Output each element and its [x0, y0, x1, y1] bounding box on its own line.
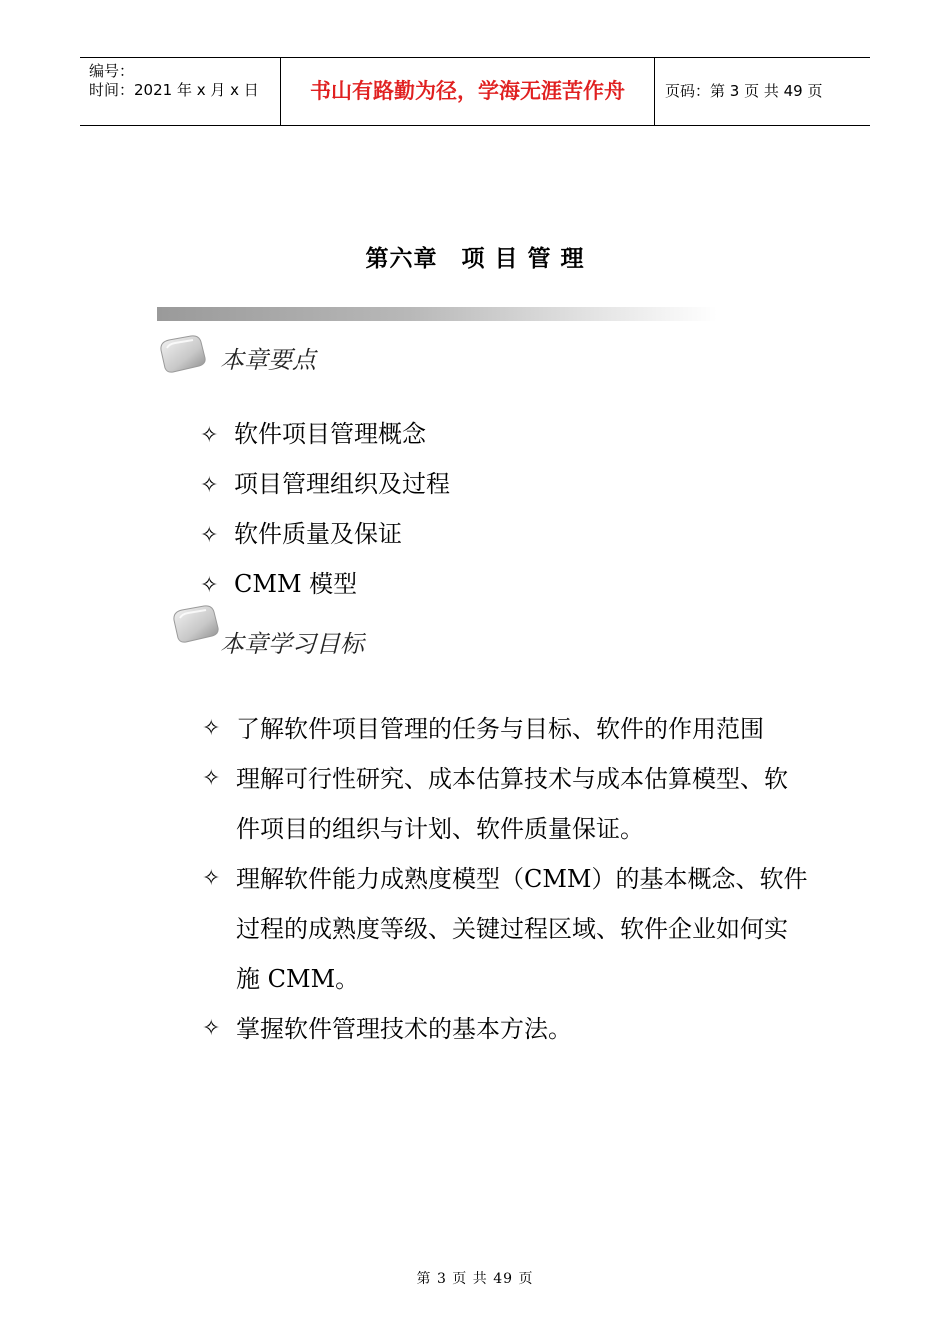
gradient-divider	[157, 307, 717, 321]
section-icon	[157, 334, 207, 376]
time-label: 时间：2021 年 x 月 x 日	[89, 81, 259, 99]
key-point-item: ✧ 软件项目管理概念	[200, 420, 426, 448]
section-title-key-points: 本章要点	[220, 346, 316, 374]
section-icon	[170, 604, 220, 646]
key-point-item: ✧ 软件质量及保证	[200, 520, 402, 548]
bullet-diamond-icon: ✧	[202, 766, 221, 791]
bullet-diamond-icon: ✧	[202, 866, 221, 891]
header-motto: 书山有路勤为径，学海无涯苦作舟	[281, 58, 655, 125]
bullet-diamond-icon: ✧	[200, 473, 219, 498]
learning-goal-item: ✧ 掌握软件管理技术的基本方法。	[236, 1004, 836, 1054]
bullet-diamond-icon: ✧	[202, 1016, 221, 1041]
section-title-learning-goals: 本章学习目标	[220, 630, 364, 658]
bullet-diamond-icon: ✧	[200, 523, 219, 548]
header-page-info: 页码：第 3 页 共 49 页	[665, 82, 823, 100]
learning-goal-item: ✧ 理解可行性研究、成本估算技术与成本估算模型、软件项目的组织与计划、软件质量保证。	[236, 754, 808, 854]
header-meta	[80, 58, 281, 125]
page-header	[80, 57, 870, 126]
learning-goal-item: ✧ 理解软件能力成熟度模型（CMM）的基本概念、软件过程的成熟度等级、关键过程区域、软件企业如何实施 CMM。	[236, 854, 808, 1004]
chapter-title: 第六章 项 目 管 理	[365, 246, 585, 272]
key-point-item: ✧ CMM 模型	[200, 570, 358, 598]
key-point-item: ✧ 项目管理组织及过程	[200, 470, 450, 498]
bullet-diamond-icon: ✧	[200, 573, 219, 598]
bullet-diamond-icon: ✧	[200, 423, 219, 448]
number-label: 编号：	[89, 62, 135, 80]
page-footer: 第 3 页 共 49 页	[416, 1271, 534, 1287]
learning-goal-item: ✧ 了解软件项目管理的任务与目标、软件的作用范围	[236, 704, 836, 754]
bullet-diamond-icon: ✧	[202, 716, 221, 741]
